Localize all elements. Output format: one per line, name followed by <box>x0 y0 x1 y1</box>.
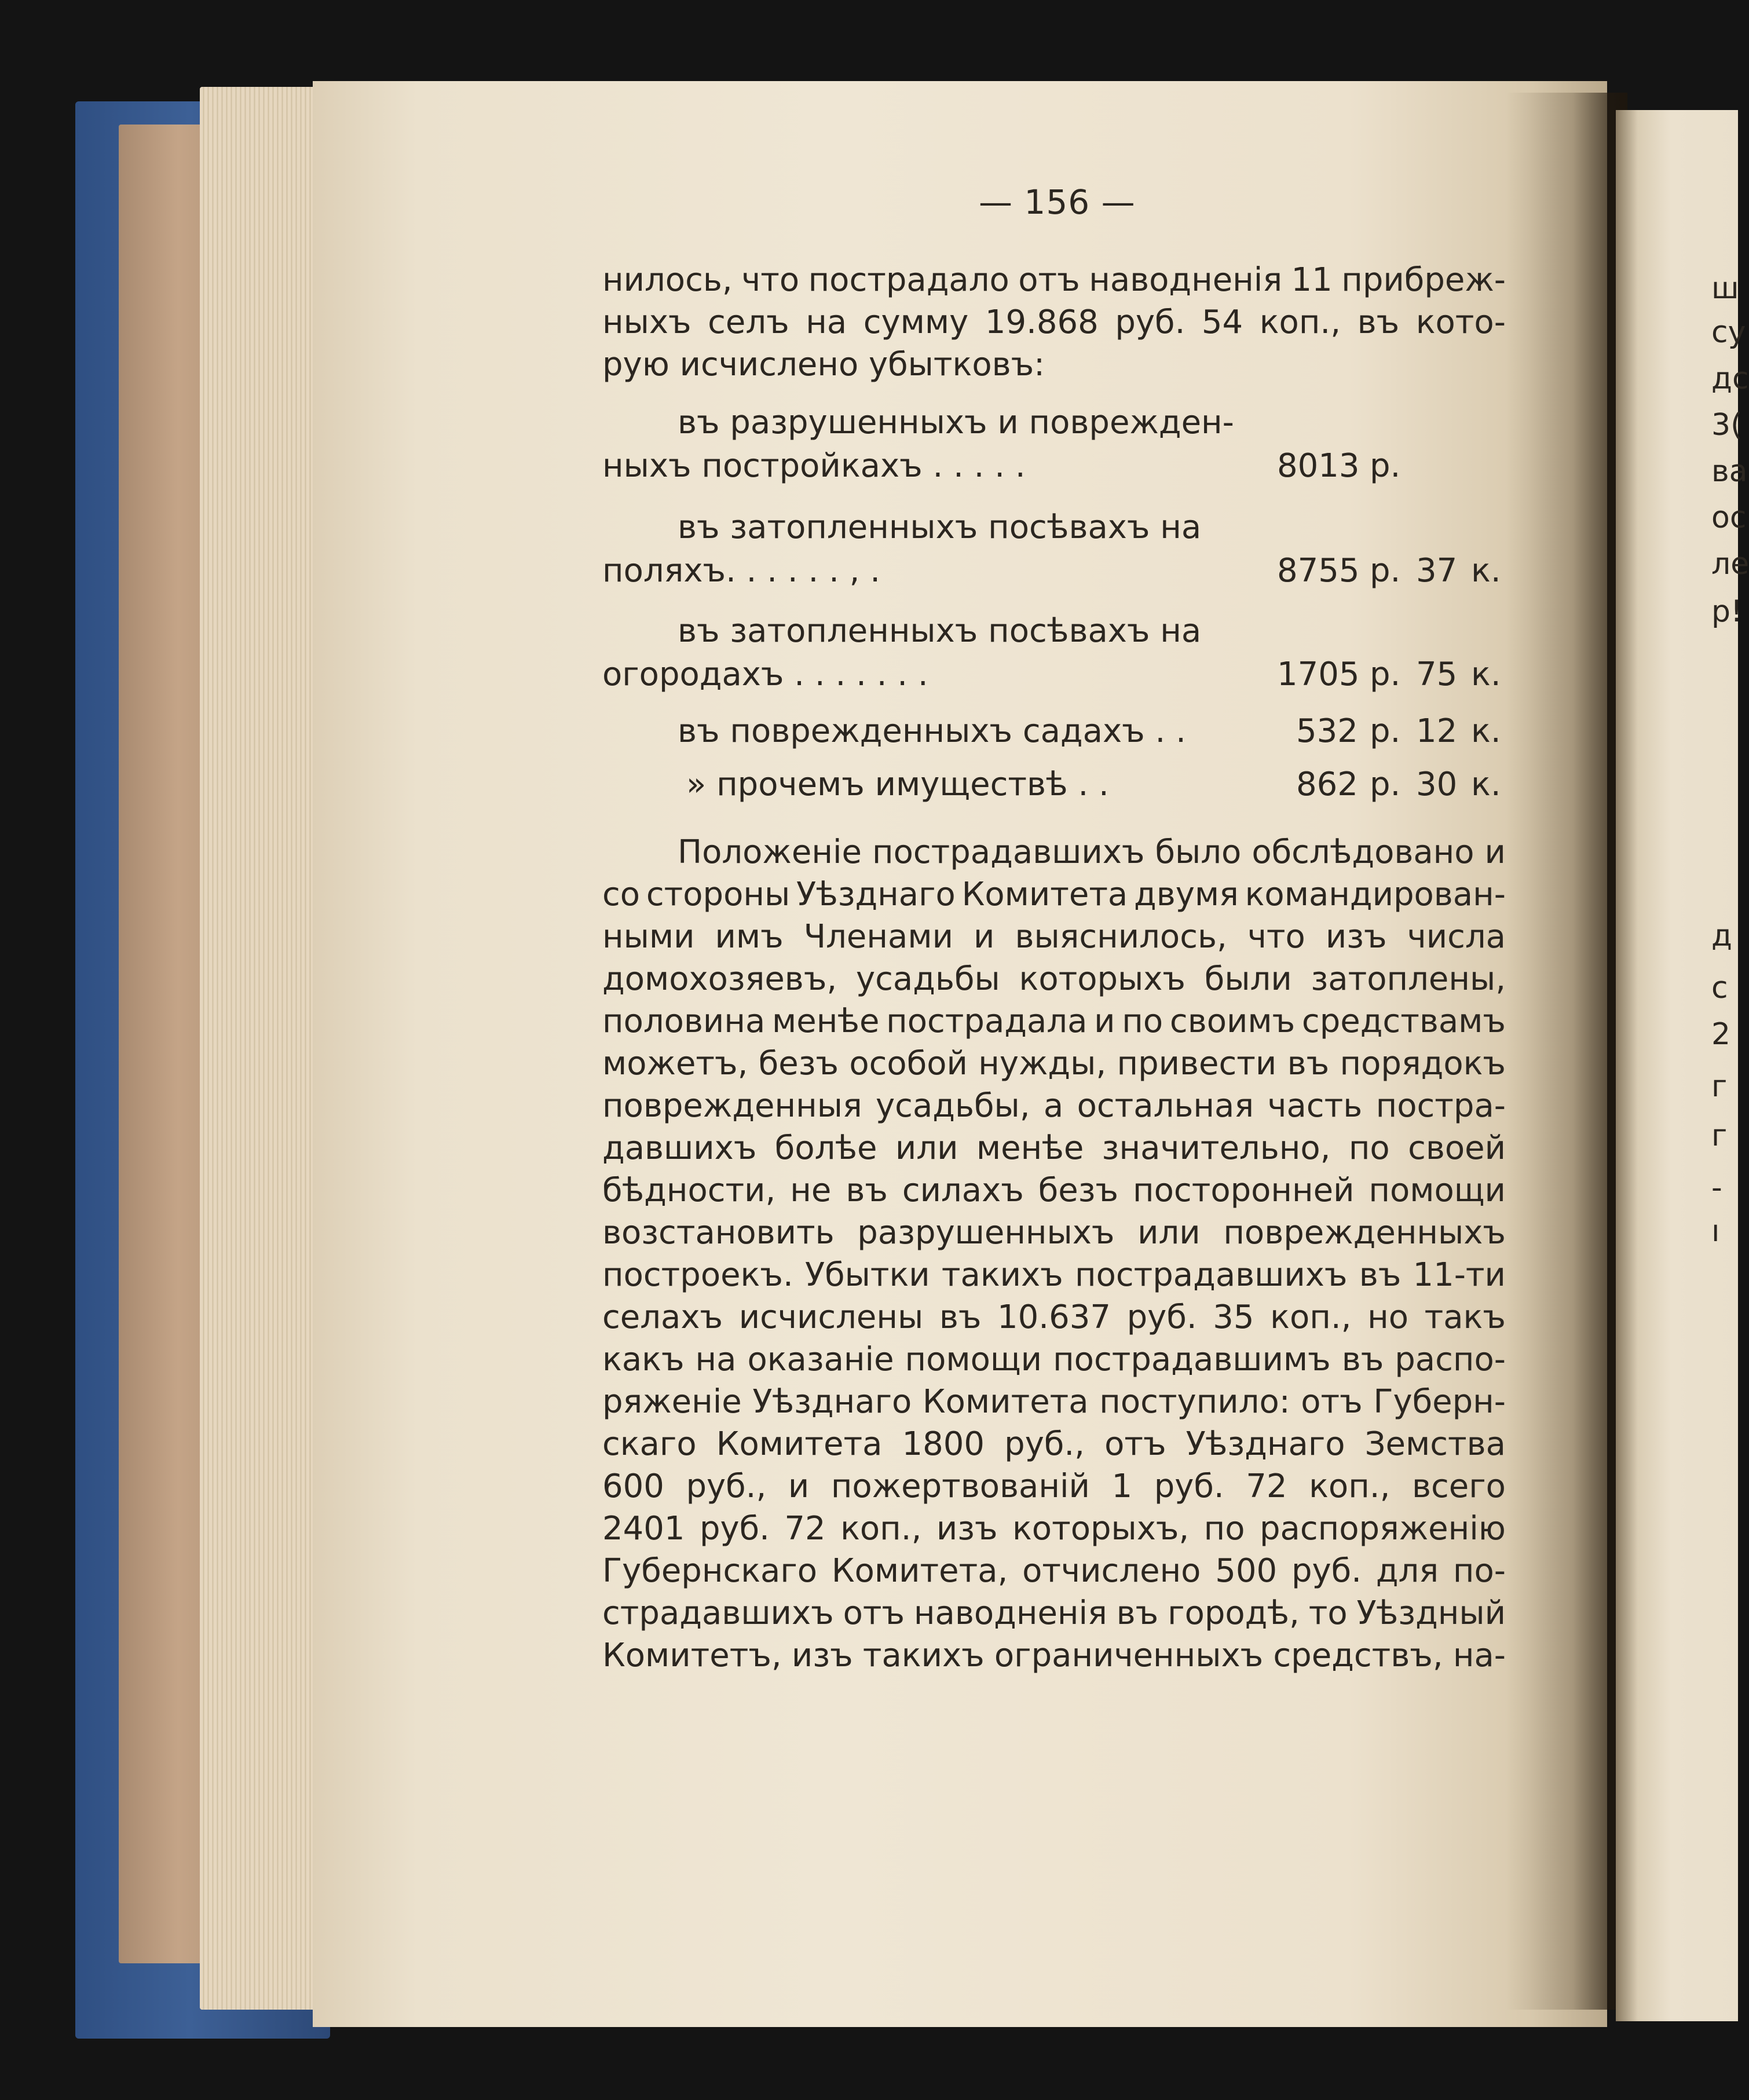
word: всего <box>1411 1468 1506 1505</box>
loss-description: » прочемъ имуществѣ . . <box>686 766 1109 803</box>
word: болѣе <box>774 1129 877 1167</box>
word: селъ <box>708 303 789 341</box>
word: но <box>1367 1298 1408 1336</box>
word: можетъ, <box>602 1045 748 1082</box>
text-line <box>602 1042 1506 1085</box>
loss-description: въ затопленныхъ посѣвахъ на <box>678 508 1202 546</box>
word: безъ <box>1038 1172 1119 1209</box>
word: 1 <box>1111 1468 1133 1505</box>
word: привести <box>1117 1045 1277 1082</box>
word: пострадавшихъ <box>872 833 1145 871</box>
word: 1800 <box>902 1425 985 1463</box>
loss-description: поляхъ. . . . . . , . <box>602 552 881 590</box>
word: Комитета, <box>831 1552 1008 1590</box>
word: и <box>788 1468 810 1505</box>
word: что <box>1247 918 1305 956</box>
word: а <box>1043 1087 1064 1125</box>
word: менѣе <box>772 1003 880 1040</box>
word: Убытки <box>804 1256 930 1294</box>
text-line <box>602 1127 1506 1169</box>
word: 19.868 <box>985 303 1099 341</box>
word: Губернскаго <box>602 1552 818 1590</box>
word: затоплены, <box>1311 960 1506 998</box>
word: средствамъ <box>1301 1003 1506 1040</box>
text-line-content: рую исчислено убытковъ: <box>602 346 1045 383</box>
word: менѣе <box>976 1129 1084 1167</box>
word: распо- <box>1395 1341 1506 1378</box>
text-line <box>602 1508 1506 1550</box>
loss-rub-unit: р. <box>1370 712 1401 750</box>
word: 72 <box>1246 1468 1287 1505</box>
word: сумму <box>863 303 969 341</box>
word: исчислены <box>738 1298 924 1336</box>
word: были <box>1204 960 1292 998</box>
word: 500 <box>1215 1552 1278 1590</box>
word: Губерн- <box>1373 1383 1506 1421</box>
facing-page <box>1616 110 1738 2021</box>
loss-rub-unit: р. <box>1370 656 1401 693</box>
word: такихъ <box>862 1637 985 1674</box>
facing-fragment: ı <box>1711 1214 1720 1249</box>
word: своимъ <box>1169 1003 1296 1040</box>
text-line <box>602 1465 1506 1508</box>
word: значительно, <box>1102 1129 1331 1167</box>
loss-kopecks: 12 <box>1416 712 1458 750</box>
word: двумя <box>1134 876 1239 913</box>
text-line <box>602 1296 1506 1338</box>
word: со <box>602 876 641 913</box>
word: руб. <box>699 1510 770 1547</box>
word: выяснилось, <box>1015 918 1227 956</box>
word: Уѣзднаго <box>752 1383 912 1421</box>
word: 72 <box>784 1510 826 1547</box>
word: отчислено <box>1022 1552 1201 1590</box>
loss-description: въ поврежденныхъ садахъ . . <box>678 712 1186 750</box>
facing-fragment: р! <box>1711 594 1743 629</box>
loss-kopecks: 75 <box>1416 656 1458 693</box>
text-line <box>602 958 1506 1000</box>
loss-description: огородахъ . . . . . . . <box>602 656 928 693</box>
word: нужды, <box>978 1045 1107 1082</box>
facing-fragment: - <box>1711 1170 1722 1205</box>
word: на <box>695 1341 737 1378</box>
loss-kop-unit: к. <box>1471 712 1501 750</box>
word: Уѣзднаго <box>1185 1425 1345 1463</box>
word: распоряженію <box>1259 1510 1506 1547</box>
loss-rubles: 862 <box>1296 766 1358 803</box>
word: изъ <box>1325 918 1387 956</box>
word: Комитета <box>961 876 1128 913</box>
word: порядокъ <box>1340 1045 1506 1082</box>
word: Уѣздный <box>1356 1594 1506 1632</box>
text-line <box>602 1338 1506 1381</box>
word: руб., <box>1004 1425 1085 1463</box>
word: построекъ. <box>602 1256 793 1294</box>
word: отъ <box>1018 261 1080 299</box>
word: или <box>1137 1214 1201 1252</box>
word: въ <box>846 1172 888 1209</box>
loss-rubles: 1705 <box>1277 656 1360 693</box>
word: Комитетъ, <box>602 1637 782 1674</box>
loss-kopecks: 37 <box>1416 552 1458 590</box>
text-line <box>602 873 1506 916</box>
facing-fragment: 2 <box>1711 1017 1731 1052</box>
word: кото- <box>1415 303 1506 341</box>
word: пострадавшихъ <box>1074 1256 1348 1294</box>
word: наводненія <box>913 1594 1107 1632</box>
word: руб. <box>1291 1552 1362 1590</box>
word: въ <box>1357 303 1400 341</box>
word: Комитета <box>922 1383 1089 1421</box>
loss-description: въ затопленныхъ посѣвахъ на <box>678 612 1202 650</box>
loss-rubles: 8755 <box>1277 552 1360 590</box>
word: ряженіе <box>602 1383 742 1421</box>
word: прибреж- <box>1341 261 1506 299</box>
text-line <box>602 1212 1506 1254</box>
word: бѣдности, <box>602 1172 776 1209</box>
loss-rubles: 8013 <box>1277 447 1360 485</box>
word: посторонней <box>1133 1172 1355 1209</box>
word: было <box>1155 833 1242 871</box>
word: страдавшихъ <box>602 1594 834 1632</box>
facing-fragment: ш <box>1711 271 1739 306</box>
word: по <box>1348 1129 1390 1167</box>
text-line <box>602 1634 1506 1677</box>
word: не <box>790 1172 832 1209</box>
word: отъ <box>843 1594 905 1632</box>
word: давшихъ <box>602 1129 757 1167</box>
word: которыхъ <box>1019 960 1185 998</box>
loss-description: въ разрушенныхъ и поврежден- <box>678 404 1234 441</box>
word: то <box>1308 1594 1348 1632</box>
word: поврежденныхъ <box>1223 1214 1506 1252</box>
word: коп., <box>1309 1468 1391 1505</box>
word: въ <box>1116 1594 1159 1632</box>
word: обслѣдовано <box>1252 833 1474 871</box>
word: половина <box>602 1003 766 1040</box>
text-line <box>602 343 1506 386</box>
word: въ <box>1359 1256 1402 1294</box>
word: въ <box>939 1298 982 1336</box>
facing-fragment: дс <box>1711 361 1749 396</box>
facing-fragment: 3( <box>1711 408 1743 442</box>
facing-fragment: су <box>1711 315 1746 350</box>
word: своей <box>1408 1129 1506 1167</box>
intro-paragraph <box>602 259 1506 386</box>
word: Комитета <box>716 1425 883 1463</box>
word: поступило: <box>1099 1383 1290 1421</box>
word: домохозяевъ, <box>602 960 837 998</box>
word: и <box>1484 833 1506 871</box>
word: возстановить <box>602 1214 835 1252</box>
word: на- <box>1452 1637 1506 1674</box>
word: 35 <box>1213 1298 1254 1336</box>
word: стороны <box>646 876 791 913</box>
word: и <box>1094 1003 1115 1040</box>
text-line <box>602 1000 1506 1042</box>
text-line <box>602 1423 1506 1465</box>
word: 2401 <box>602 1510 685 1547</box>
word: 11 <box>1291 261 1333 299</box>
word: руб. <box>1126 1298 1197 1336</box>
word: ными <box>602 918 695 956</box>
word: Членами <box>803 918 953 956</box>
gutter-shadow <box>1506 93 1627 2010</box>
word: 10.637 <box>997 1298 1111 1336</box>
word: 54 <box>1201 303 1243 341</box>
facing-fragment: ле <box>1711 547 1749 581</box>
loss-description: ныхъ постройкахъ . . . . . <box>602 447 1026 485</box>
word: средствъ, <box>1273 1637 1443 1674</box>
word: пострадало <box>808 261 1009 299</box>
word: по- <box>1452 1552 1506 1590</box>
word: пострадавшимъ <box>1053 1341 1331 1378</box>
word: изъ <box>791 1637 853 1674</box>
word: числа <box>1407 918 1506 956</box>
word: что <box>741 261 800 299</box>
word: которыхъ, <box>1012 1510 1190 1547</box>
word: селахъ <box>602 1298 723 1336</box>
word: помощи <box>1369 1172 1506 1209</box>
word: такихъ <box>941 1256 1063 1294</box>
word: изъ <box>936 1510 998 1547</box>
word: отъ <box>1301 1383 1363 1421</box>
word: скаго <box>602 1425 697 1463</box>
word: или <box>895 1129 958 1167</box>
word: въ <box>1287 1045 1330 1082</box>
facing-fragment: с <box>1711 971 1728 1005</box>
word: въ <box>1341 1341 1384 1378</box>
word: какъ <box>602 1341 685 1378</box>
loss-rubles: 532 <box>1296 712 1358 750</box>
word: силахъ <box>902 1172 1024 1209</box>
word: по <box>1122 1003 1163 1040</box>
word: такъ <box>1424 1298 1506 1336</box>
word: коп., <box>840 1510 922 1547</box>
word: имъ <box>715 918 784 956</box>
word: городѣ, <box>1168 1594 1300 1632</box>
word: руб., <box>686 1468 767 1505</box>
text-line <box>602 1169 1506 1212</box>
facing-fragment: г <box>1711 1069 1728 1104</box>
loss-kop-unit: к. <box>1471 766 1501 803</box>
word: нилось, <box>602 261 733 299</box>
word: безъ <box>758 1045 839 1082</box>
page-edges <box>200 87 316 2010</box>
word: разрушенныхъ <box>857 1214 1115 1252</box>
facing-fragment: д <box>1711 919 1732 953</box>
loss-rub-unit: р. <box>1370 552 1401 590</box>
word: руб. <box>1115 303 1185 341</box>
word: часть <box>1267 1087 1363 1125</box>
text-line <box>602 916 1506 958</box>
word: командирован- <box>1245 876 1506 913</box>
text-line <box>602 1254 1506 1296</box>
word: помощи <box>905 1341 1042 1378</box>
text-line <box>602 301 1506 343</box>
word: наводненія <box>1089 261 1283 299</box>
word: 11-ти <box>1413 1256 1506 1294</box>
word: поврежденныя <box>602 1087 862 1125</box>
word: постра- <box>1375 1087 1506 1125</box>
body-paragraph <box>602 831 1506 1677</box>
word: Уѣзднаго <box>796 876 956 913</box>
text-line <box>602 1592 1506 1634</box>
word: отъ <box>1104 1425 1166 1463</box>
text-line <box>602 259 1506 301</box>
word: усадьбы <box>856 960 1000 998</box>
text-line <box>602 831 1506 873</box>
text-line <box>602 1381 1506 1423</box>
word: пострадала <box>886 1003 1088 1040</box>
facing-fragment: ва <box>1711 454 1748 489</box>
text-line <box>602 1550 1506 1592</box>
word: по <box>1203 1510 1245 1547</box>
word: на <box>806 303 847 341</box>
loss-kop-unit: к. <box>1471 552 1501 590</box>
word: усадьбы, <box>876 1087 1030 1125</box>
word: ныхъ <box>602 303 691 341</box>
word: коп., <box>1270 1298 1352 1336</box>
word: особой <box>849 1045 968 1082</box>
facing-fragment: ос <box>1711 500 1747 535</box>
text-line <box>602 1085 1506 1127</box>
word: 600 <box>602 1468 664 1505</box>
page-number: — 156 — <box>979 182 1136 222</box>
loss-kopecks: 30 <box>1416 766 1458 803</box>
word: для <box>1375 1552 1439 1590</box>
word: оказаніе <box>747 1341 894 1378</box>
word: ограниченныхъ <box>994 1637 1264 1674</box>
word: остальная <box>1077 1087 1254 1125</box>
word: Положеніе <box>678 833 862 871</box>
word: пожертвованій <box>830 1468 1090 1505</box>
word: коп., <box>1259 303 1341 341</box>
loss-rub-unit: р. <box>1370 766 1401 803</box>
loss-kop-unit: к. <box>1471 656 1501 693</box>
facing-fragment: г <box>1711 1118 1728 1153</box>
loss-rub-unit: р. <box>1370 447 1401 485</box>
word: руб. <box>1154 1468 1224 1505</box>
word: и <box>974 918 995 956</box>
word: Земства <box>1364 1425 1506 1463</box>
